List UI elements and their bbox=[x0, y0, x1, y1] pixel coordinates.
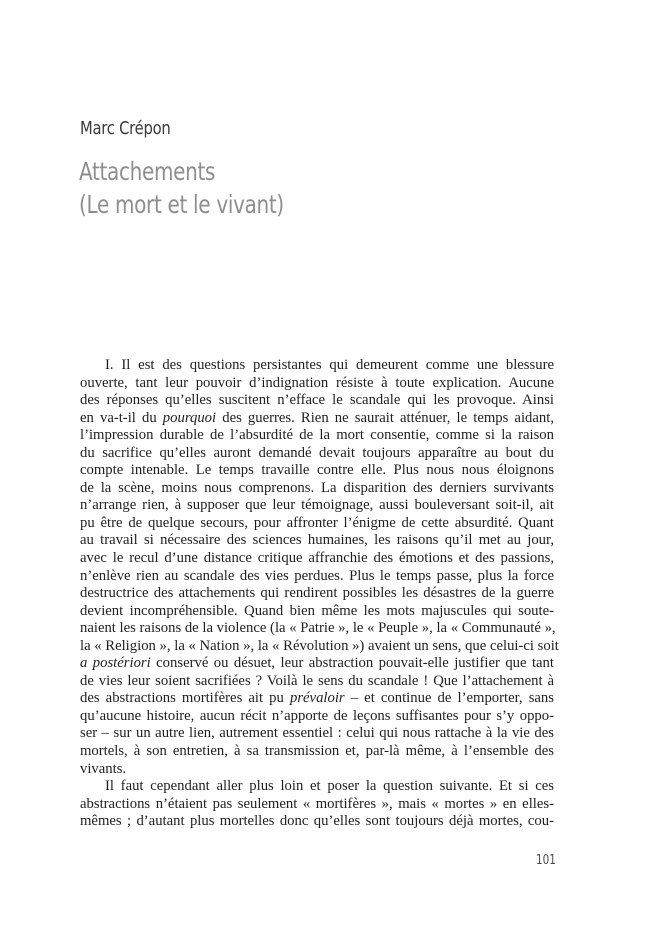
chapter-title bbox=[79, 155, 284, 221]
text-line: vivants. bbox=[80, 760, 127, 777]
text-line: destructrice des attachements qui rendirent possibles les désastres de la guerre bbox=[80, 585, 554, 602]
author-name: Marc Crépon bbox=[80, 118, 171, 139]
text-line: des réponses qu’elles suscitent n’efface le scandale qui les provoque. Ainsi bbox=[80, 392, 554, 409]
text-line: mortels, à son entretien, à sa transmission et, par-là même, à l’ensemble des bbox=[80, 743, 554, 760]
text-line: l’impression durable de l’absurdité de la mort consentie, comme si la raison bbox=[80, 427, 554, 444]
text-line: avec le recul d’une distance critique affranchie des émotions et des passions, bbox=[80, 550, 554, 567]
page-number: 101 bbox=[536, 853, 556, 868]
text-line: abstractions n’étaient pas seulement « mortifères », mais « mortes » en elles- bbox=[80, 795, 554, 812]
chapter-title-line-2: (Le mort et le vivant) bbox=[79, 190, 284, 219]
text-line: devient incompréhensible. Quand bien même les mots majuscules qui soute- bbox=[80, 602, 554, 619]
text-line: mêmes ; d’autant plus mortelles donc qu’elles sont toujours déjà mortes, cou- bbox=[80, 813, 554, 830]
text-line-with-italic: a postériori conservé ou désuet, leur abstraction pouvait-elle justifier que tant bbox=[80, 655, 554, 672]
paragraph-2 bbox=[80, 778, 554, 831]
text-line: ouverte, tant leur pouvoir d’indignation résiste à toute explication. Aucune bbox=[80, 374, 554, 391]
text-line: compte intenable. Le temps travaille contre elle. Plus nous nous éloignons bbox=[80, 462, 554, 479]
text-line: la « Religion », la « Nation », la « Révolution ») avaient un sens, que celui-ci soit bbox=[80, 637, 559, 654]
italic-phrase: pourquoi bbox=[162, 409, 217, 426]
text-line: ser – sur un autre lien, autrement essentiel : celui qui nous rattache à la vie des bbox=[80, 725, 554, 742]
body-text bbox=[80, 357, 559, 831]
italic-phrase: prévaloir bbox=[289, 690, 345, 707]
chapter-title-line-1: Attachements bbox=[79, 157, 216, 186]
text-line: pu être de quelque secours, pour affronter l’énigme de cette absurdité. Quant bbox=[80, 514, 554, 531]
text-line: I. Il est des questions persistantes qui demeurent comme une blessure bbox=[105, 357, 554, 373]
text-line: de vies leur soient sacrifiées ? Voilà le sens du scandale ! Que l’attachement à bbox=[80, 672, 554, 689]
text-line: qu’aucune histoire, aucun récit n’apporte de leçons suffisantes pour s’y oppo- bbox=[80, 707, 554, 724]
paragraph-1 bbox=[80, 357, 559, 778]
text-line: du sacrifice qu’elles auront demandé devait toujours apparaître au bout du bbox=[80, 444, 554, 461]
text-line: au travail si nécessaire des sciences humaines, les raisons qu’il met au jour, bbox=[80, 532, 554, 549]
text-line: Il faut cependant aller plus loin et poser la question suivante. Et si ces bbox=[105, 778, 554, 795]
italic-phrase: a postériori bbox=[80, 655, 151, 672]
text-line-with-italic: en va-t-il du pourquoi des guerres. Rien ne saurait atténuer, le temps aidant, bbox=[80, 409, 554, 426]
text-line: de la scène, moins nous comprenons. La disparition des derniers survivants bbox=[80, 479, 554, 496]
text-line-with-italic: des abstractions mortifères ait pu prévaloir – et continue de l’emporter, sans bbox=[80, 690, 554, 707]
text-line: n’enlève rien au scandale des vies perdues. Plus le temps passe, plus la force bbox=[80, 567, 554, 584]
text-line: naient les raisons de la violence (la « Patrie », le « Peuple », la « Communauté », bbox=[80, 620, 556, 637]
text-line: n’arrange rien, à supposer que leur témoignage, aussi bouleversant soit-il, ait bbox=[80, 497, 554, 514]
